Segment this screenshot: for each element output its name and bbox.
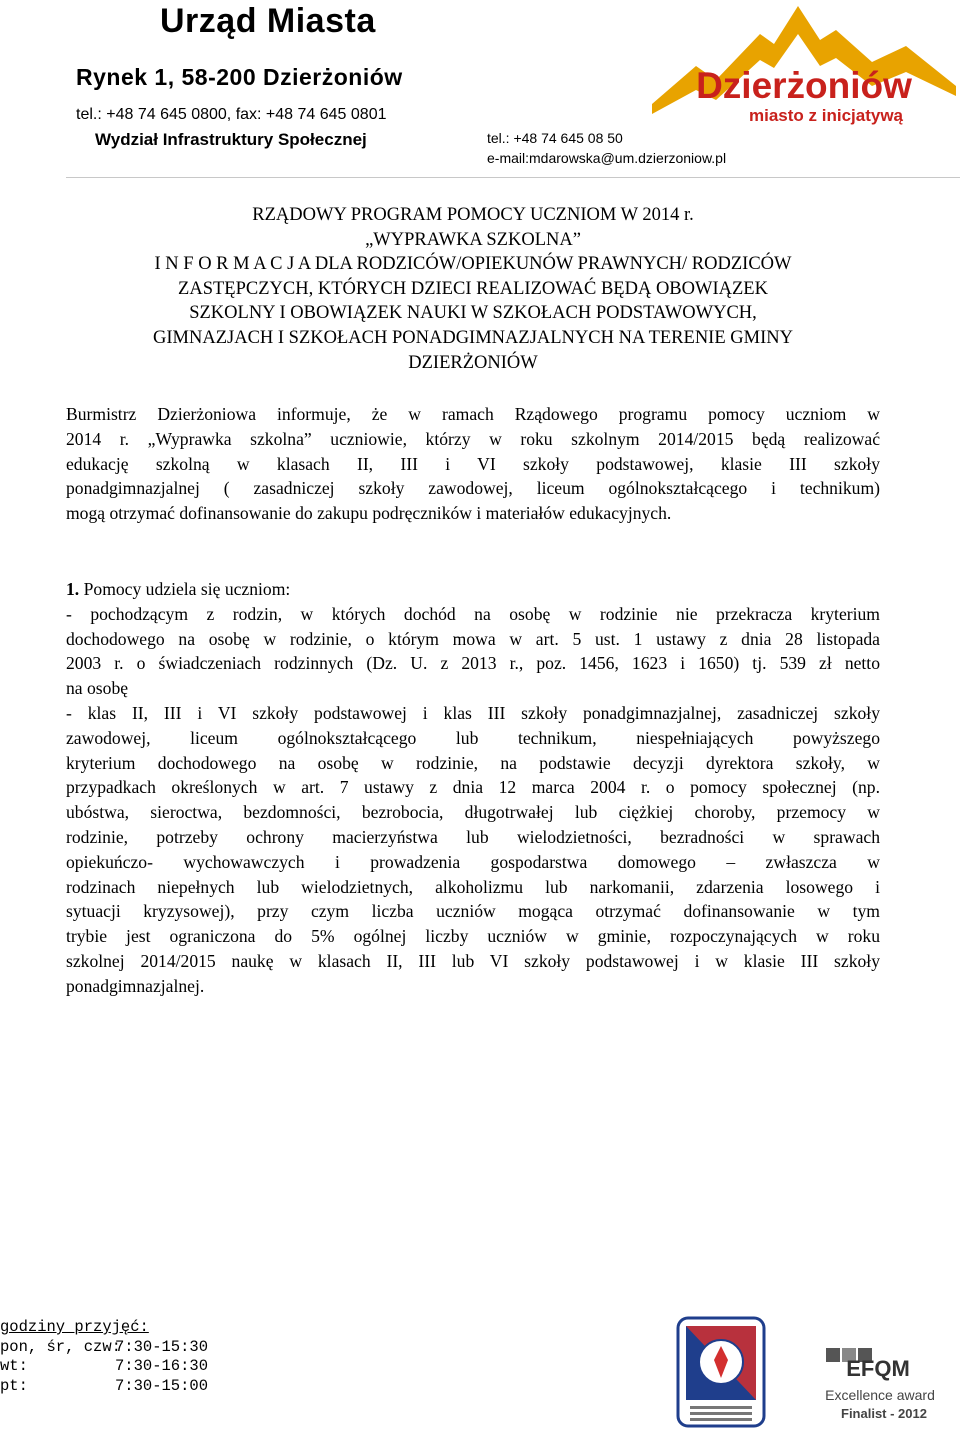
section-line: na osobę [66,678,129,699]
hours-heading: godziny przyjęć: [0,1318,149,1336]
section-line: - klas II, III i VI szkoły podstawowej i klas III szkoły ponadgimnazjalnej, zasadniczej szkoły [66,702,880,723]
section-line: dochodowego na osobę w rodzinie, o którym mowa w art. 5 ust. 1 ustawy z dnia 28 listopada [66,628,880,649]
hours-days: pt: [0,1376,28,1395]
hours-time: 7:30-15:00 [115,1376,209,1395]
section-line: przypadkach określonych w art. 7 ustawy z dnia 12 marca 2004 r. o pomocy społecznej (np. [66,777,880,798]
department-phone: tel.: +48 74 645 08 50 [487,130,623,146]
info-title-line: SZKOLNY I OBOWIĄZEK NAUKI W SZKOŁACH PODSTAWOWYCH, [189,303,757,324]
section-line: sytuacji kryzysowej), przy czym liczba uczniów mogąca otrzymać dofinansowanie w tym [66,901,880,922]
iso-certificate-seal [676,1316,766,1428]
info-title-line: DZIERŻONIÓW [408,352,538,373]
document-titles [66,203,880,375]
efqm-logo-text: EFQM [846,1356,910,1381]
intro-paragraph [66,402,880,526]
section-line: ponadgimnazjalnej. [66,975,205,996]
section-line: kryterium dochodowego na osobę w rodzinie, na podstawie decyzji dyrektora szkoły, w [66,752,880,773]
hours-row [0,1357,208,1377]
section-eligibility [66,577,880,999]
office-phone: tel.: +48 74 645 0800, fax: +48 74 645 0801 [76,106,387,123]
section-number: 1. [66,579,80,599]
logo-slogan: miasto z inicjatywą [749,106,903,125]
office-address: Rynek 1, 58-200 Dzierżoniów [76,64,403,90]
city-logo [650,0,958,126]
program-name: „WYPRAWKA SZKOLNA” [365,229,581,250]
section-heading [66,577,880,602]
efqm-award-logo [820,1346,940,1424]
hours-time: 7:30-16:30 [115,1357,209,1375]
intro-line: Burmistrz Dzierżoniowa informuje, że w ramach Rządowego programu pomocy uczniom w [66,404,880,424]
section-line: ubóstwa, sieroctwa, bezdomności, bezrobocia, długotrwałej lub ciężkiej choroby, przemocy w [66,802,880,823]
section-line: - pochodzącym z rodzin, w których dochód na osobę w rodzinie nie przekracza kryterium [66,603,880,624]
intro-line: ponadgimnazjalnej ( zasadniczej szkoły zawodowej, liceum ogólnokształcącego i technikum) [66,478,880,499]
efqm-finalist-text: Finalist - 2012 [841,1406,927,1421]
info-title-line: ZASTĘPCZYCH, KTÓRYCH DZIECI REALIZOWAĆ BĘDĄ OBOWIĄZEK [178,278,768,299]
hours-days: wt: [0,1357,28,1375]
info-title-line: I N F O R M A C J A DLA RODZICÓW/OPIEKUNÓW PRAWNYCH/ RODZICÓW [154,254,792,275]
intro-line: mogą otrzymać dofinansowanie do zakupu podręczników i materiałów edukacyjnych. [66,503,672,524]
section-line: rodzinie, potrzeby ochrony macierzyństwa lub wielodzietności, bezradności w sprawach [66,826,880,847]
office-name: Urząd Miasta [160,2,376,40]
intro-line: edukację szkolną w klasach II, III i VI szkoły podstawowej, klasie III szkoły [66,453,880,474]
section-heading-text: Pomocy udziela się uczniom: [83,579,291,599]
hours-row [0,1338,208,1358]
hours-days: pon, śr, czw: [0,1337,121,1356]
section-line: zawodowej, liceum ogólnokształcącego lub technikum, niespełniających powyższego [66,727,880,748]
section-line: trybie jest ograniczona do 5% ogólnej liczby uczniów w gminie, rozpoczynających w roku [66,926,880,947]
department-name: Wydział Infrastruktury Społecznej [95,130,367,149]
section-line: 2003 r. o świadczeniach rodzinnych (Dz. U. z 2013 r., poz. 1456, 1623 i 1650) tj. 539 zł netto [66,653,880,674]
hours-time: 7:30-15:30 [115,1337,209,1356]
section-line: rodzinach niepełnych lub wielodzietnych, alkoholizmu lub narkomanii, zdarzenia losowego i [66,876,880,897]
section-line: opiekuńczo- wychowawczych i prowadzenia gospodarstwa domowego – zwłaszcza w [66,851,880,872]
info-title-line: GIMNAZJACH I SZKOŁACH PONADGIMNAZJALNYCH NA TERENIE GMINY [153,327,793,348]
hours-row [0,1377,208,1397]
department-email: e-mail:mdarowska@um.dzierzoniow.pl [487,150,727,166]
section-line: szkolnej 2014/2015 naukę w klasach II, III lub VI szkoły podstawowej i w klasie III szkoły [66,950,880,971]
logo-wordmark: Dzierżoniów [696,65,912,106]
program-title: RZĄDOWY PROGRAM POMOCY UCZNIOM W 2014 r. [252,205,694,225]
efqm-award-text: Excellence award [825,1387,935,1403]
header-divider [66,177,960,178]
intro-line: 2014 r. „Wyprawka szkolna” uczniowie, którzy w roku szkolnym 2014/2015 będą realizować [66,428,880,449]
office-hours [0,1318,208,1396]
